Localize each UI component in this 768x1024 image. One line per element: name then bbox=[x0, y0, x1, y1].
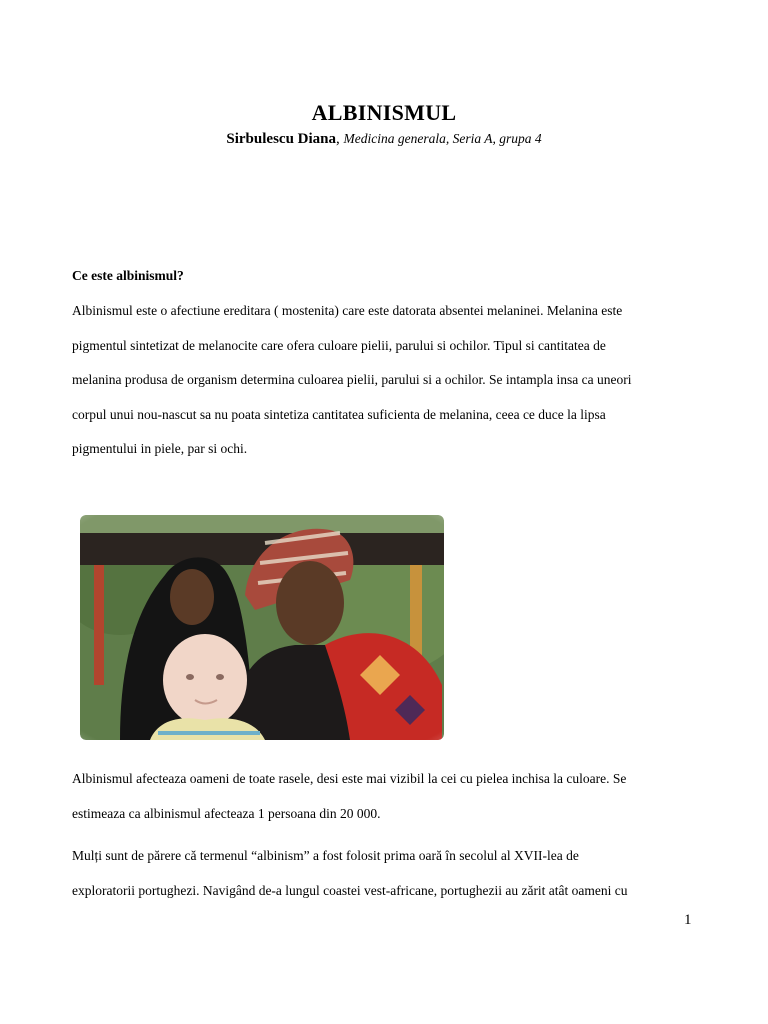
paragraph-line: corpul unui nou-nascut sa nu poata sintetiza cantitatea suficienta de melanina, ceea ce duce la lipsa bbox=[72, 406, 606, 422]
photo-face-left bbox=[170, 569, 214, 625]
photo-albino-child-icon bbox=[80, 515, 444, 740]
paragraph-line: Albinismul afecteaza oameni de toate rasele, desi este mai vizibil la cei cu pielea inchisa la culoare. Se bbox=[72, 771, 627, 786]
paragraph-history bbox=[72, 839, 698, 908]
document-title: ALBINISMUL bbox=[311, 100, 457, 125]
paragraph-line: melanina produsa de organism determina culoarea pielii, parului si a ochilor. Se intampla insa ca uneori bbox=[72, 372, 632, 387]
byline-separator: , bbox=[336, 131, 344, 147]
paragraph-line: pigmentul sintetizat de melanocite care ofera culoare pielii, parului si ochilor. Tipul si cantitatea de bbox=[72, 337, 606, 353]
photo-face-right bbox=[276, 561, 344, 645]
paragraph-prevalence bbox=[72, 762, 698, 831]
byline bbox=[0, 131, 768, 148]
paragraph-line: exploratorii portughezi. Navigând de-a lungul coastei vest-africane, portughezii au zărit atât oameni cu bbox=[72, 882, 628, 898]
paragraph-line: estimeaza ca albinismul afecteaza 1 persoana din 20 000. bbox=[72, 805, 381, 821]
author-name: Sirbulescu Diana bbox=[226, 131, 336, 147]
author-affiliation: Medicina generala, Seria A, grupa 4 bbox=[343, 131, 542, 146]
paragraph-line: Albinismul este o afectiune ereditara ( mostenita) care este datorata absentei melaninei. Melanina este bbox=[72, 303, 623, 318]
section-heading: Ce este albinismul? bbox=[72, 268, 184, 283]
paragraph-line: Mulți sunt de părere că termenul “albinism” a fost folosit prima oară în secolul al XVII-lea de bbox=[72, 848, 579, 863]
paragraph-definition bbox=[72, 294, 698, 467]
paragraph-line: pigmentului in piele, par si ochi. bbox=[72, 441, 248, 456]
photo-child-head bbox=[163, 634, 247, 726]
page-number: 1 bbox=[684, 912, 692, 928]
